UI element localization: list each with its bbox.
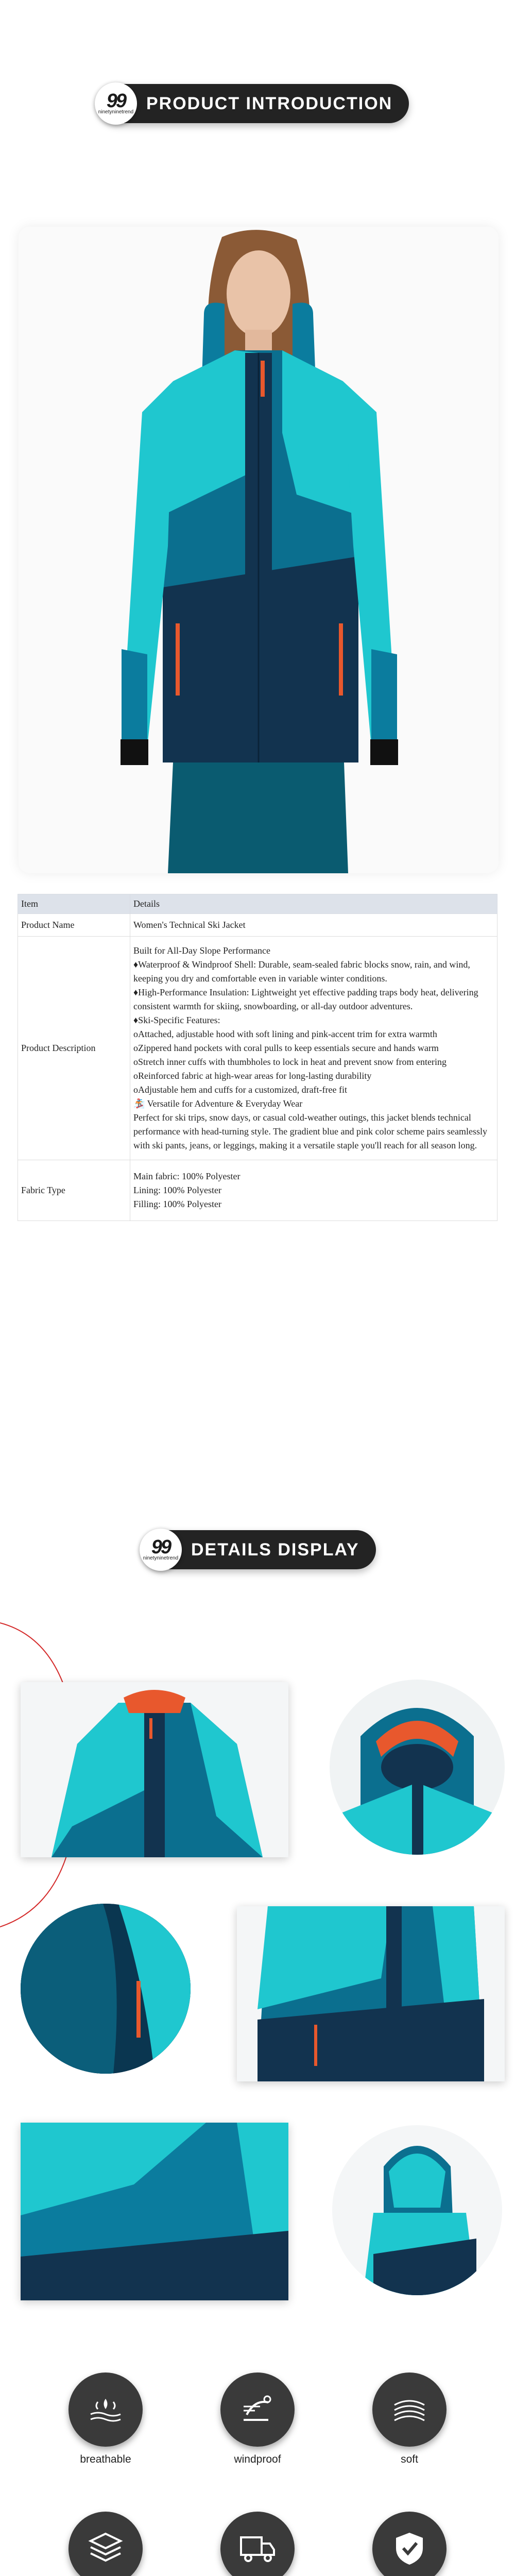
feature-label: windproof	[234, 2453, 281, 2465]
feature-quality	[368, 2512, 451, 2576]
feature-delivery	[216, 2512, 299, 2576]
brand-logo: 99 ninetyninetrend	[140, 1529, 182, 1571]
description-line: oZippered hand pockets with coral pulls to keep essentials secure and hands warm	[133, 1043, 439, 1053]
description-line: ♦Waterproof & Windproof Shell: Durable, seam-sealed fabric blocks snow, rain, and wind, keeping you dry and comfortable even in variable winter conditions.	[133, 959, 470, 984]
feature-label: breathable	[80, 2453, 131, 2465]
detail-photo-hood	[330, 1680, 505, 1855]
detail-photo-pocket	[21, 1904, 191, 2074]
delivery-truck-icon	[220, 2512, 295, 2576]
feature-windproof	[216, 2372, 299, 2466]
description-line: ♦High-Performance Insulation: Lightweight yet effective padding traps body heat, delivering consistent warmth for skiing, snowboarding, or all-day outdoor adventures.	[133, 987, 478, 1011]
section-title: DETAILS DISPLAY	[191, 1539, 359, 1560]
windproof-icon	[220, 2372, 295, 2447]
column-header-item: Item	[18, 894, 130, 914]
row-value-fabric	[130, 1160, 497, 1221]
description-line: oAttached, adjustable hood with soft lining and pink-accent trim for extra warmth	[133, 1029, 437, 1039]
soft-icon	[372, 2372, 447, 2447]
description-line: ♦Ski-Specific Features:	[133, 1015, 220, 1025]
product-spec-table	[18, 894, 497, 1221]
detail-photo-side	[237, 1906, 505, 2081]
shield-check-icon	[372, 2512, 447, 2576]
description-line: Built for All-Day Slope Performance	[133, 945, 270, 956]
fabric-line: Main fabric: 100% Polyester	[133, 1171, 241, 1181]
breathable-icon	[68, 2372, 143, 2447]
main-product-photo	[19, 227, 499, 873]
description-line: 🏂 Versatile for Adventure & Everyday Wear	[133, 1098, 303, 1109]
detail-photo-upper	[21, 1682, 288, 1857]
layers-icon	[68, 2512, 143, 2576]
description-line: oReinforced fabric at high-wear areas for long-lasting durability	[133, 1071, 372, 1081]
product-introduction-banner	[98, 84, 409, 123]
table-row	[18, 937, 497, 1160]
feature-label: soft	[401, 2453, 418, 2465]
row-label-description: Product Description	[18, 937, 130, 1160]
feature-soft	[368, 2372, 451, 2466]
fabric-line: Filling: 100% Polyester	[133, 1199, 221, 1209]
row-value-description	[130, 937, 497, 1160]
table-header-row	[18, 894, 497, 914]
detail-photo-hood-back	[332, 2125, 502, 2295]
description-line: oAdjustable hem and cuffs for a customized, draft-free fit	[133, 1084, 348, 1095]
row-label-product-name: Product Name	[18, 914, 130, 937]
column-header-details: Details	[130, 894, 497, 914]
brand-logo: 99 ninetyninetrend	[95, 82, 137, 125]
details-display-banner	[143, 1530, 376, 1569]
section-title: PRODUCT INTRODUCTION	[146, 93, 393, 113]
detail-photo-back	[21, 2123, 288, 2300]
feature-thickened	[64, 2512, 147, 2576]
table-row	[18, 914, 497, 937]
description-line: Perfect for ski trips, snow days, or casual cold-weather outings, this jacket blends technical performance with head-turning style. The gradient blue and pink color scheme pairs seamlessly with ski pants, jeans, or leggings, making it a versatile staple you'll reach for all season long.	[133, 1112, 487, 1150]
feature-breathable	[64, 2372, 147, 2466]
description-line: oStretch inner cuffs with thumbholes to lock in heat and prevent snow from entering	[133, 1057, 447, 1067]
table-row	[18, 1160, 497, 1221]
row-label-fabric: Fabric Type	[18, 1160, 130, 1221]
row-value-product-name: Women's Technical Ski Jacket	[130, 914, 497, 937]
fabric-line: Lining: 100% Polyester	[133, 1185, 221, 1195]
